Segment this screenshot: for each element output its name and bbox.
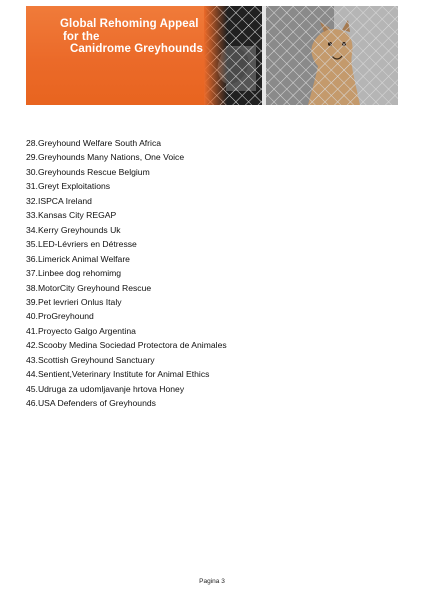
list-item: 40.ProGreyhound (26, 311, 94, 322)
list-item: 46.USA Defenders of Greyhounds (26, 398, 156, 409)
list-item: 31.Greyt Exploitations (26, 181, 111, 192)
list-item: 32.ISPCA Ireland (26, 195, 92, 206)
header-banner (26, 6, 398, 105)
list-item: 43.Scottish Greyhound Sanctuary (26, 354, 155, 365)
page-number: Pagina 3 (199, 578, 225, 585)
list-item: 45.Udruga za udomljavanje hrtova Honey (26, 383, 185, 394)
banner-title (60, 18, 203, 56)
list-item: 44.Sentient,Veterinary Institute for Animal Ethics (26, 369, 210, 380)
list-item: 41.Proyecto Galgo Argentina (26, 325, 136, 336)
organization-list (26, 136, 227, 411)
list-item: 35.LED-Lévriers en Détresse (26, 239, 137, 250)
list-item: 34.Kerry Greyhounds Uk (26, 224, 121, 235)
list-item: 42.Scooby Medina Sociedad Protectora de Animales (26, 340, 227, 351)
greyhound-photo (204, 6, 398, 105)
greyhound-photo-image (204, 6, 398, 105)
list-item: 36.Limerick Animal Welfare (26, 253, 130, 264)
banner-title-line-1: Global Rehoming Appeal (60, 18, 199, 30)
list-item: 38.MotorCity Greyhound Rescue (26, 282, 152, 293)
list-item: 33.Kansas City REGAP (26, 210, 117, 221)
banner-title-line-2: for the (63, 30, 100, 43)
list-item: 28.Greyhound Welfare South Africa (26, 138, 162, 148)
list-item: 39.Pet levrieri Onlus Italy (26, 296, 122, 307)
list-item: 30.Greyhounds Rescue Belgium (26, 166, 150, 177)
list-item: 37.Linbee dog rehomimg (26, 268, 122, 279)
list-item: 29.Greyhounds Many Nations, One Voice (26, 152, 185, 163)
banner-title-line-3: Canidrome Greyhounds (70, 43, 203, 55)
